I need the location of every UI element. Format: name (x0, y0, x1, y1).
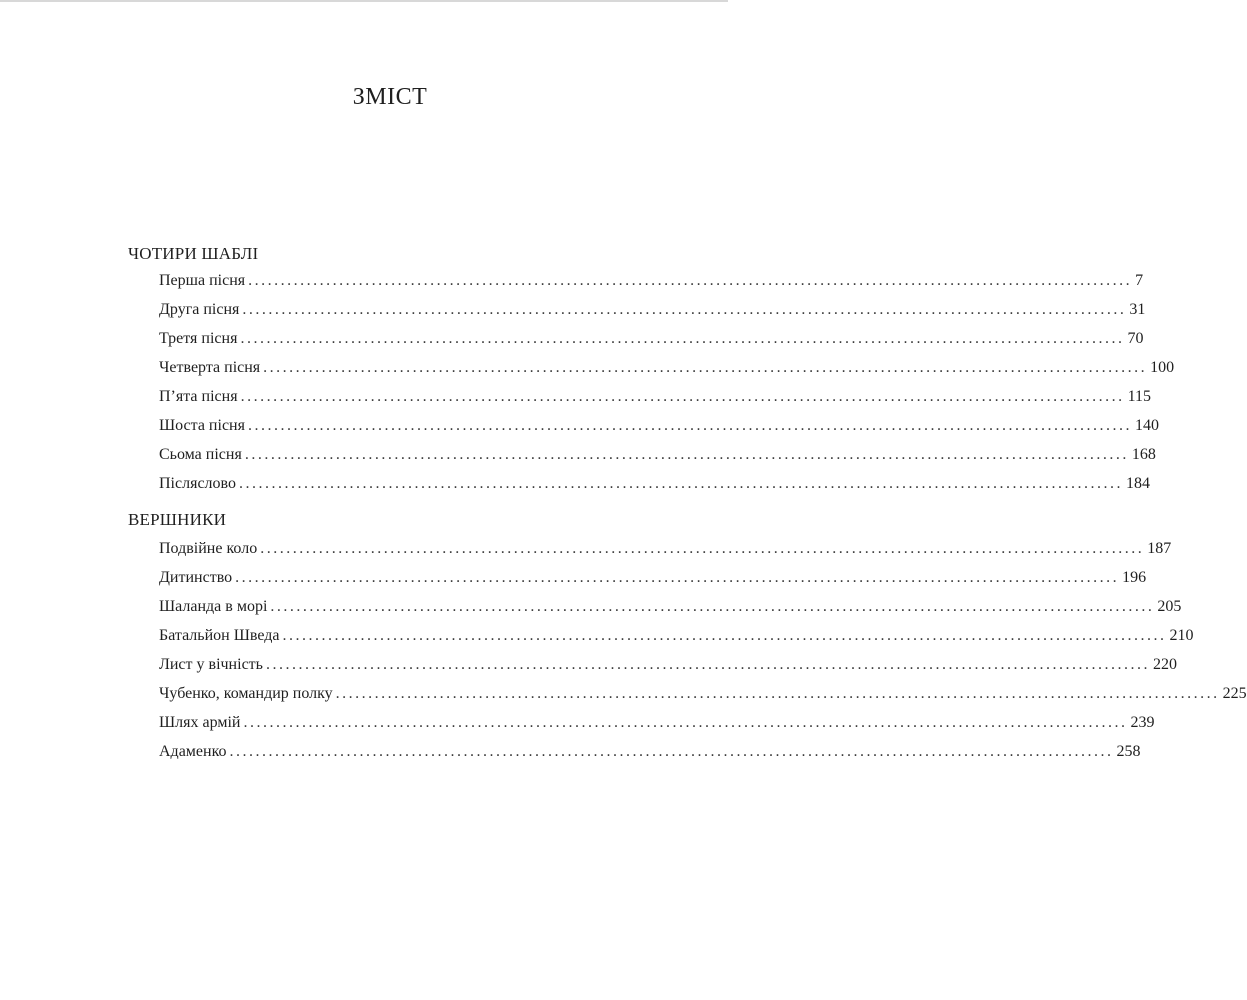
section-heading-vershnyky: ВЕРШНИКИ (128, 510, 227, 529)
toc-entry-page: 196 (1122, 569, 1147, 586)
section-heading-chotyry-shabli: ЧОТИРИ ШАБЛІ (128, 244, 259, 263)
toc-entry-page: 210 (1169, 627, 1194, 644)
toc-entry-page: 205 (1157, 598, 1182, 615)
dot-leader: ........................................................................................................................................ (265, 656, 1150, 673)
toc-entry-title: Четверта пісня (159, 359, 261, 376)
toc-entry-title: Перша пісня (159, 272, 246, 289)
dot-leader: ........................................................................................................................................ (260, 540, 1145, 557)
toc-entry-title: Батальйон Шведа (159, 627, 280, 644)
dot-leader: ........................................................................................................................................ (240, 388, 1125, 405)
toc-entry (159, 567, 1147, 589)
toc-entry (159, 538, 1172, 560)
dot-leader: ........................................................................................................................................ (335, 685, 1220, 702)
toc-entry (159, 625, 1194, 647)
dot-leader: ........................................................................................................................................ (242, 301, 1127, 318)
toc-entry-page: 100 (1150, 359, 1175, 376)
toc-entry (159, 444, 1156, 466)
toc-entry (159, 270, 1144, 292)
toc-entry-title: Дитинство (159, 569, 233, 586)
dot-leader: ........................................................................................................................................ (270, 598, 1155, 615)
dot-leader: ........................................................................................................................................ (247, 417, 1132, 434)
toc-entry (159, 328, 1144, 350)
dot-leader: ........................................................................................................................................ (235, 569, 1120, 586)
toc-entry-page: 220 (1152, 656, 1177, 673)
toc-entry-title: Друга пісня (159, 301, 240, 318)
toc-entry (159, 712, 1155, 734)
dot-leader: ........................................................................................................................................ (248, 272, 1133, 289)
toc-entry-title: Шоста пісня (159, 417, 245, 434)
dot-leader: ........................................................................................................................................ (238, 475, 1123, 492)
dot-leader: ........................................................................................................................................ (263, 359, 1148, 376)
toc-entry-page: 70 (1127, 330, 1144, 347)
toc-entry-page: 7 (1135, 272, 1144, 289)
dot-leader: ........................................................................................................................................ (282, 627, 1167, 644)
toc-entry-title: Сьома пісня (159, 446, 242, 463)
toc-entry (159, 741, 1141, 763)
dot-leader: ........................................................................................................................................ (240, 330, 1125, 347)
toc-entry (159, 596, 1182, 618)
toc-entry-title: Подвійне коло (159, 540, 258, 557)
toc-entry-page: 115 (1127, 388, 1151, 405)
toc-entry-title: Третя пісня (159, 330, 238, 347)
dot-leader: ........................................................................................................................................ (229, 743, 1114, 760)
toc-entry-title: Шлях армій (159, 714, 241, 731)
toc-entry-page: 225 (1222, 685, 1247, 702)
dot-leader: ........................................................................................................................................ (243, 714, 1128, 731)
toc-entry-title: Шаланда в морі (159, 598, 268, 615)
toc-entry (159, 415, 1159, 437)
toc-entry-page: 140 (1134, 417, 1159, 434)
toc-entry-page: 187 (1147, 540, 1172, 557)
page-top-edge (0, 0, 728, 2)
toc-entry-title: Чубенко, командир полку (159, 685, 333, 702)
toc-entry (159, 386, 1151, 408)
toc-entry (159, 357, 1175, 379)
toc-entry-title: Післяслово (159, 475, 236, 492)
dot-leader: ........................................................................................................................................ (244, 446, 1129, 463)
toc-entry-title: Адаменко (159, 743, 227, 760)
toc-entry (159, 299, 1146, 321)
toc-entry-page: 239 (1130, 714, 1155, 731)
toc-entry (159, 683, 1247, 705)
toc-entry-page: 184 (1125, 475, 1150, 492)
toc-entry (159, 654, 1177, 676)
toc-entry-page: 31 (1129, 301, 1146, 318)
toc-entry (159, 473, 1150, 495)
toc-entry-page: 168 (1131, 446, 1156, 463)
toc-entry-title: Лист у вічність (159, 656, 263, 673)
table-of-contents-title: ЗМІСТ (352, 84, 428, 110)
toc-entry-page: 258 (1116, 743, 1141, 760)
toc-entry-title: П’ята пісня (159, 388, 238, 405)
